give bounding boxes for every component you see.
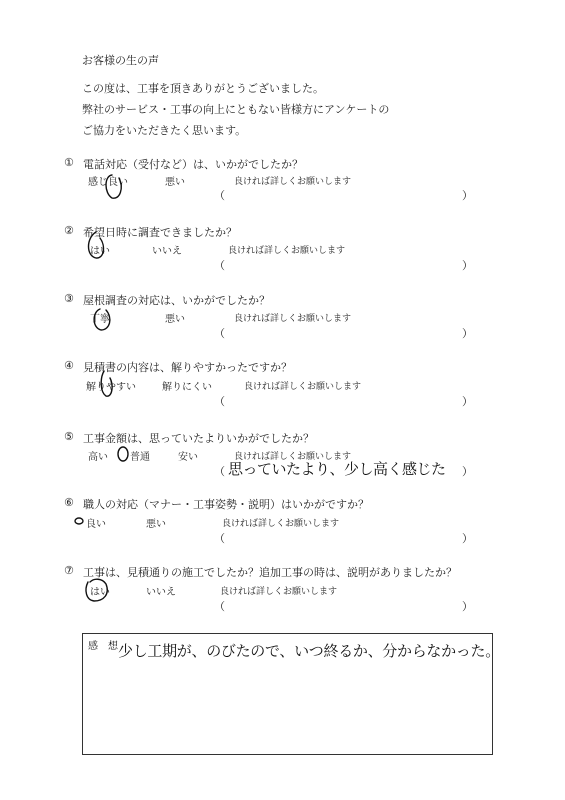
detail-prompt: 良ければ詳しくお願いします [234, 314, 352, 324]
option-warui[interactable]: 悪い [146, 519, 166, 530]
comment-paren-open: （ [214, 327, 225, 340]
comment-paren-open: （ [214, 465, 225, 478]
option-warui[interactable]: 悪い [165, 177, 185, 188]
option-takai[interactable]: 高い [88, 452, 108, 463]
intro-line-2: 弊社のサービス・工事の向上にともない皆様方にアンケートの [82, 103, 390, 116]
option-iie[interactable]: いいえ [146, 587, 176, 598]
option-iie[interactable]: いいえ [152, 246, 182, 257]
option-warui[interactable]: 悪い [165, 314, 185, 325]
detail-prompt: 良ければ詳しくお願いします [234, 177, 352, 187]
page-title: お客様の生の声 [82, 54, 159, 67]
selection-mark-q5 [118, 447, 128, 461]
comment-paren-open: （ [214, 395, 225, 408]
question-number: ① [64, 156, 74, 169]
comment-field[interactable]: 思っていたより、少し高く感じた [228, 460, 446, 478]
comment-paren-open: （ [214, 259, 225, 272]
option-hai[interactable]: はい [90, 587, 110, 598]
option-hai[interactable]: はい [90, 246, 110, 257]
impressions-label: 感 想 [88, 641, 118, 652]
question-text: 職人の対応（マナー・工事姿勢・説明）はいかがですか？ [83, 498, 369, 511]
comment-paren-close: ） [462, 465, 473, 478]
comment-paren-close: ） [462, 189, 473, 202]
comment-paren-open: （ [214, 189, 225, 202]
detail-prompt: 良ければ詳しくお願いします [228, 246, 346, 256]
detail-prompt: 良ければ詳しくお願いします [234, 452, 352, 462]
option-wakarinikui[interactable]: 解りにくい [162, 382, 212, 393]
question-number: ④ [64, 359, 74, 372]
detail-prompt: 良ければ詳しくお願いします [220, 587, 338, 597]
comment-paren-open: （ [214, 532, 225, 545]
option-yoi[interactable]: 良い [86, 519, 106, 530]
comment-paren-close: ） [462, 259, 473, 272]
comment-paren-close: ） [462, 327, 473, 340]
comment-paren-close: ） [462, 532, 473, 545]
intro-line-3: ご協力をいただきたく思います。 [82, 124, 247, 137]
question-text: 工事は、見積通りの施工でしたか？追加工事の時は、説明がありましたか？ [83, 566, 457, 579]
question-text: 希望日時に調査できましたか？ [83, 226, 237, 239]
question-number: ③ [64, 292, 74, 305]
impressions-text[interactable]: 少し工期が、のびたので、いつ終るか、分からなかった。 [118, 642, 500, 660]
question-text: 電話対応（受付など）は、いかがでしたか？ [83, 158, 303, 171]
comment-paren-open: （ [214, 600, 225, 613]
question-number: ⑤ [64, 430, 74, 443]
selection-mark-q6 [75, 518, 83, 524]
detail-prompt: 良ければ詳しくお願いします [222, 519, 340, 529]
option-yasui[interactable]: 安い [178, 452, 198, 463]
question-text: 屋根調査の対応は、いかがでしたか？ [83, 294, 270, 307]
question-text: 見積書の内容は、解りやすかったですか？ [83, 361, 292, 374]
option-wakariyasui[interactable]: 解りやすい [86, 382, 136, 393]
comment-paren-close: ） [462, 600, 473, 613]
question-text: 工事金額は、思っていたよりいかがでしたか？ [83, 432, 314, 445]
intro-line-1: この度は、工事を頂きありがとうございました。 [82, 82, 324, 95]
question-number: ⑥ [64, 496, 74, 509]
option-teinei[interactable]: 丁寧 [90, 314, 110, 325]
comment-paren-close: ） [462, 395, 473, 408]
question-number: ② [64, 224, 74, 237]
option-futsuu[interactable]: 普通 [130, 452, 150, 463]
question-number: ⑦ [64, 564, 74, 577]
detail-prompt: 良ければ詳しくお願いします [244, 382, 362, 392]
option-kanji-yoi[interactable]: 感じ良い [88, 177, 128, 188]
